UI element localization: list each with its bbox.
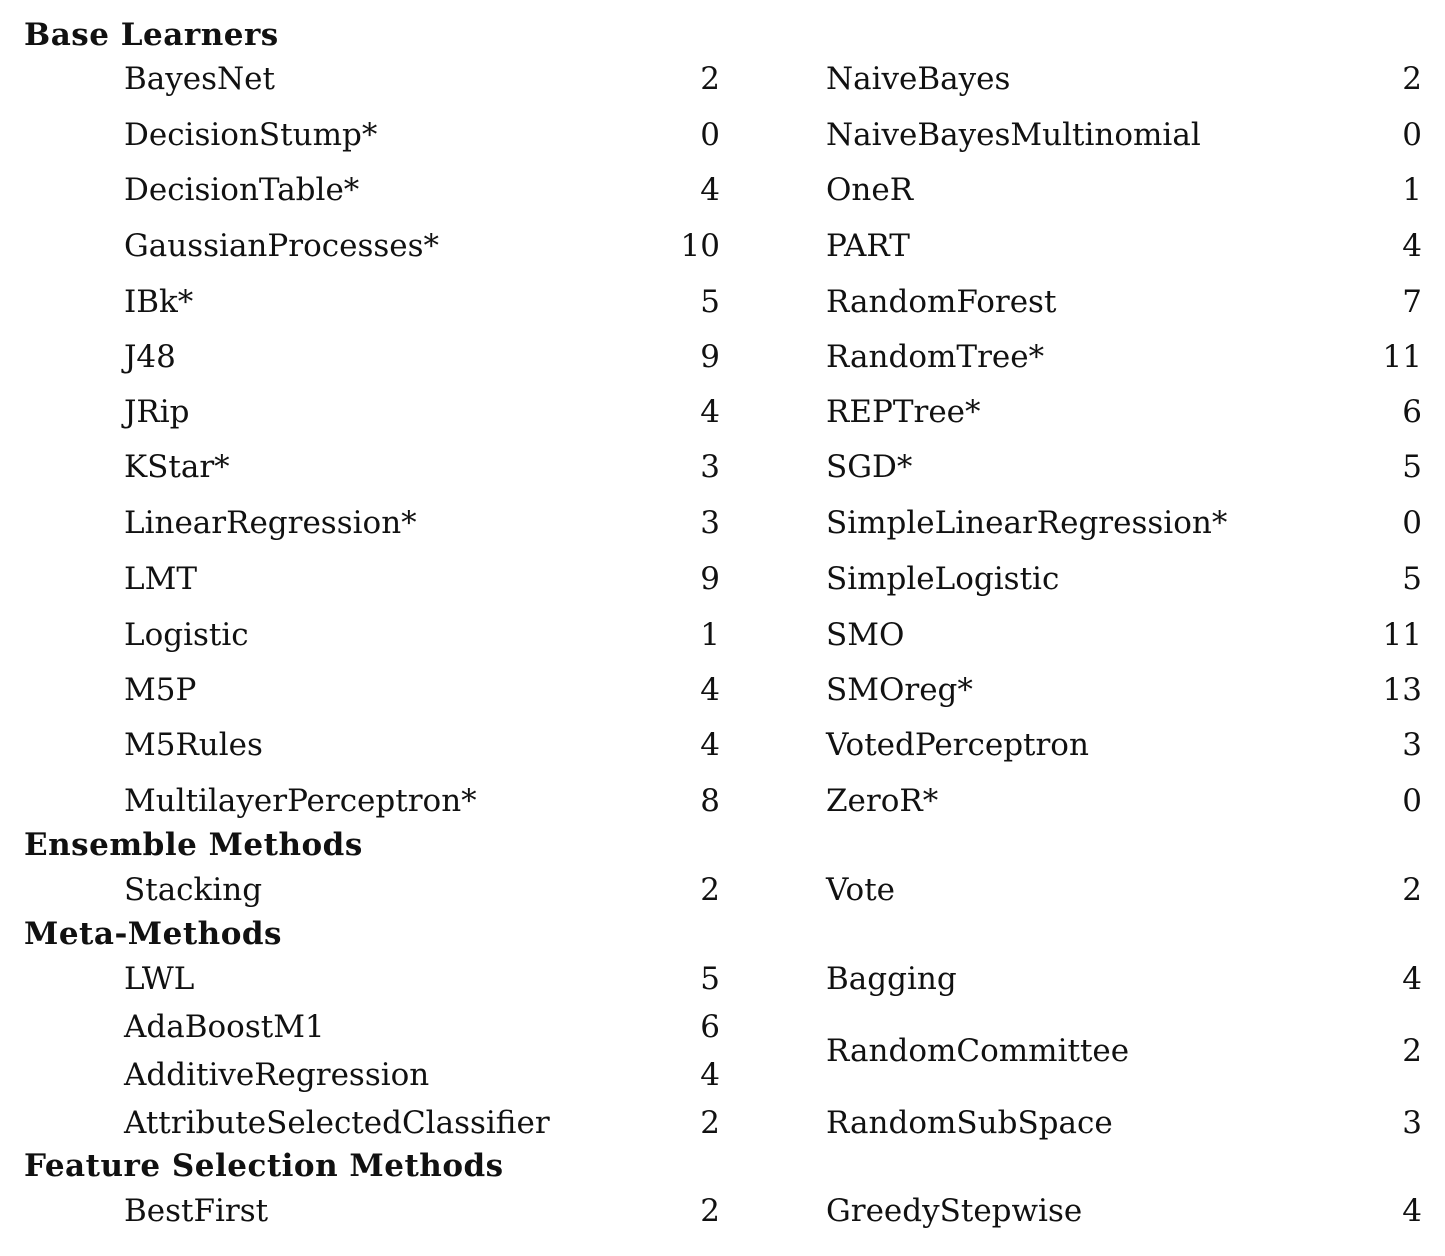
left-learner-name: KStar* bbox=[124, 449, 230, 485]
left-learner-value: 0 bbox=[700, 117, 720, 153]
right-learner-value: 2 bbox=[1402, 872, 1422, 908]
section-title-base-learners: Base Learners bbox=[24, 17, 279, 53]
left-learner-value: 5 bbox=[700, 961, 720, 997]
right-learner-value: 0 bbox=[1402, 783, 1422, 819]
right-learner-name: REPTree* bbox=[826, 394, 981, 430]
left-learner-value: 5 bbox=[700, 284, 720, 320]
right-learner-name: OneR bbox=[826, 172, 914, 208]
left-learner-value: 2 bbox=[700, 872, 720, 908]
section-title-feature-selection-methods: Feature Selection Methods bbox=[24, 1148, 504, 1184]
right-learner-value: 2 bbox=[1402, 61, 1422, 97]
left-learner-value: 4 bbox=[700, 394, 720, 430]
left-learner-value: 4 bbox=[700, 172, 720, 208]
right-learner-name: VotedPerceptron bbox=[826, 727, 1089, 763]
left-learner-value: 9 bbox=[700, 561, 720, 597]
right-learner-value: 6 bbox=[1402, 394, 1422, 430]
left-learner-name: AdaBoostM1 bbox=[124, 1009, 325, 1045]
right-learner-value: 2 bbox=[1402, 1033, 1422, 1069]
right-learner-name: ZeroR* bbox=[826, 783, 939, 819]
left-learner-value: 3 bbox=[700, 449, 720, 485]
right-learner-name: NaiveBayes bbox=[826, 61, 1011, 97]
section-title-ensemble-methods: Ensemble Methods bbox=[24, 827, 363, 863]
left-learner-name: MultilayerPerceptron* bbox=[124, 783, 477, 819]
left-learner-value: 1 bbox=[700, 617, 720, 653]
right-learner-name: SMO bbox=[826, 617, 905, 653]
left-learner-name: Logistic bbox=[124, 617, 249, 653]
section-title-meta-methods: Meta-Methods bbox=[24, 916, 283, 952]
right-learner-value: 13 bbox=[1382, 672, 1422, 708]
right-learner-name: SimpleLogistic bbox=[826, 561, 1060, 597]
left-learner-name: DecisionTable* bbox=[124, 172, 360, 208]
right-learner-value: 3 bbox=[1402, 727, 1422, 763]
right-learner-value: 5 bbox=[1402, 449, 1422, 485]
right-learner-name: Bagging bbox=[826, 961, 957, 997]
left-learner-name: LinearRegression* bbox=[124, 505, 417, 541]
right-learner-value: 1 bbox=[1402, 172, 1422, 208]
left-learner-name: AdditiveRegression bbox=[124, 1057, 430, 1093]
right-learner-value: 0 bbox=[1402, 117, 1422, 153]
right-learner-value: 11 bbox=[1382, 339, 1422, 375]
left-learner-value: 4 bbox=[700, 672, 720, 708]
right-learner-name: RandomForest bbox=[826, 284, 1057, 320]
left-learner-name: JRip bbox=[124, 394, 190, 430]
left-learner-name: M5Rules bbox=[124, 727, 263, 763]
right-learner-value: 4 bbox=[1402, 228, 1422, 264]
right-learner-name: RandomSubSpace bbox=[826, 1105, 1113, 1141]
left-learner-name: LMT bbox=[124, 561, 198, 597]
left-learner-name: AttributeSelectedClassifier bbox=[124, 1105, 550, 1141]
left-learner-value: 4 bbox=[700, 1057, 720, 1093]
left-learner-value: 6 bbox=[700, 1009, 720, 1045]
left-learner-name: Stacking bbox=[124, 872, 263, 908]
right-learner-value: 4 bbox=[1402, 961, 1422, 997]
right-learner-value: 5 bbox=[1402, 561, 1422, 597]
left-learner-value: 10 bbox=[680, 228, 720, 264]
left-learner-name: LWL bbox=[124, 961, 195, 997]
left-learner-name: DecisionStump* bbox=[124, 117, 378, 153]
left-learner-name: M5P bbox=[124, 672, 197, 708]
right-learner-name: Vote bbox=[826, 872, 896, 908]
left-learner-value: 9 bbox=[700, 339, 720, 375]
left-learner-value: 2 bbox=[700, 61, 720, 97]
right-learner-name: RandomTree* bbox=[826, 339, 1045, 375]
right-learner-value: 11 bbox=[1382, 617, 1422, 653]
right-learner-value: 4 bbox=[1402, 1193, 1422, 1229]
left-learner-name: J48 bbox=[124, 339, 176, 375]
right-learner-value: 0 bbox=[1402, 505, 1422, 541]
right-learner-name: SGD* bbox=[826, 449, 913, 485]
right-learner-name: GreedyStepwise bbox=[826, 1193, 1083, 1229]
left-learner-value: 2 bbox=[700, 1105, 720, 1141]
left-learner-name: BayesNet bbox=[124, 61, 275, 97]
right-learner-name: RandomCommittee bbox=[826, 1033, 1130, 1069]
left-learner-value: 2 bbox=[700, 1193, 720, 1229]
right-learner-name: NaiveBayesMultinomial bbox=[826, 117, 1201, 153]
left-learner-value: 3 bbox=[700, 505, 720, 541]
right-learner-value: 3 bbox=[1402, 1105, 1422, 1141]
left-learner-value: 4 bbox=[700, 727, 720, 763]
right-learner-name: SimpleLinearRegression* bbox=[826, 505, 1228, 541]
left-learner-name: IBk* bbox=[124, 284, 194, 320]
right-learner-name: SMOreg* bbox=[826, 672, 973, 708]
right-learner-value: 7 bbox=[1402, 284, 1422, 320]
right-learner-name: PART bbox=[826, 228, 910, 264]
left-learner-name: BestFirst bbox=[124, 1193, 269, 1229]
left-learner-name: GaussianProcesses* bbox=[124, 228, 440, 264]
left-learner-value: 8 bbox=[700, 783, 720, 819]
